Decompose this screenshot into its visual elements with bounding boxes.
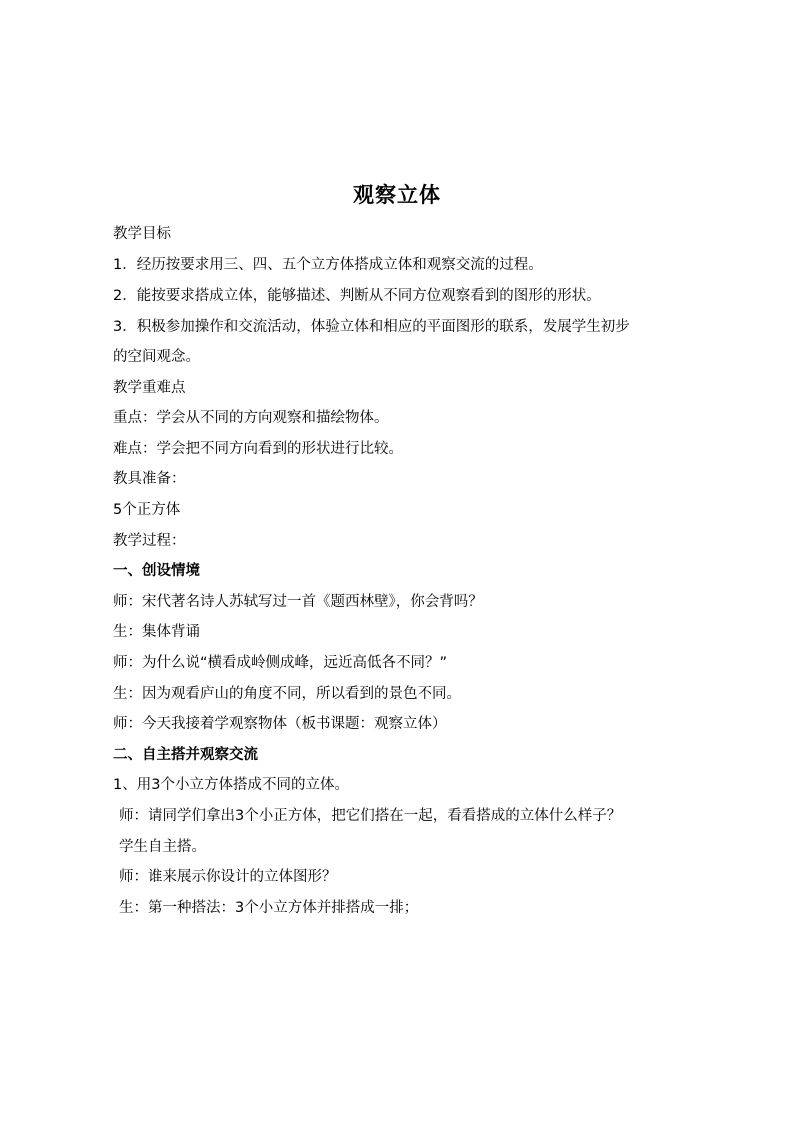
activity-item-1: 1、用3个小立方体搭成不同的立体。 [113, 777, 349, 793]
dialogue-line: 师：谁来展示你设计的立体图形？ [119, 869, 337, 885]
dialogue-line: 师：今天我接着学观察物体（板书课题：观察立体） [113, 716, 447, 732]
section-heading-1: 一、创设情境 [113, 563, 200, 579]
goal-item-1: 1．经历按要求用三、四、五个立方体搭成立体和观察交流的过程。 [113, 257, 543, 273]
heading-teaching-aids: 教具准备： [113, 471, 186, 487]
goal-item-3-continued: 的空间观念。 [113, 349, 200, 365]
dialogue-line: 学生自主搭。 [119, 839, 206, 855]
heading-teaching-process: 教学过程： [113, 533, 186, 549]
goal-item-2: 2．能按要求搭成立体，能够描述、判断从不同方位观察看到的图形的形状。 [113, 288, 601, 304]
dialogue-line: 师：宋代著名诗人苏轼写过一首《题西林壁》，你会背吗？ [113, 594, 483, 610]
goal-item-3: 3．积极参加操作和交流活动，体验立体和相应的平面图形的联系，发展学生初步 [113, 319, 630, 335]
difficult-point: 难点：学会把不同方向看到的形状进行比较。 [113, 441, 403, 457]
section-heading-2: 二、自主搭并观察交流 [113, 747, 258, 763]
document-title: 观察立体 [353, 182, 441, 207]
dialogue-line: 师：为什么说“横看成岭侧成峰，远近高低各不同？” [113, 655, 448, 671]
heading-teaching-goals: 教学目标 [113, 226, 171, 242]
key-point: 重点：学会从不同的方向观察和描绘物体。 [113, 410, 389, 426]
dialogue-line: 生：因为观看庐山的角度不同，所以看到的景色不同。 [113, 686, 461, 702]
dialogue-line: 师：请同学们拿出3个小正方体，把它们搭在一起，看看搭成的立体什么样子？ [119, 808, 622, 824]
dialogue-line: 生：集体背诵 [113, 624, 200, 640]
dialogue-line: 生：第一种搭法：3个小立方体并排搭成一排； [119, 900, 419, 916]
heading-key-difficult-points: 教学重难点 [113, 380, 186, 396]
teaching-aids-item: 5个正方体 [113, 502, 181, 518]
